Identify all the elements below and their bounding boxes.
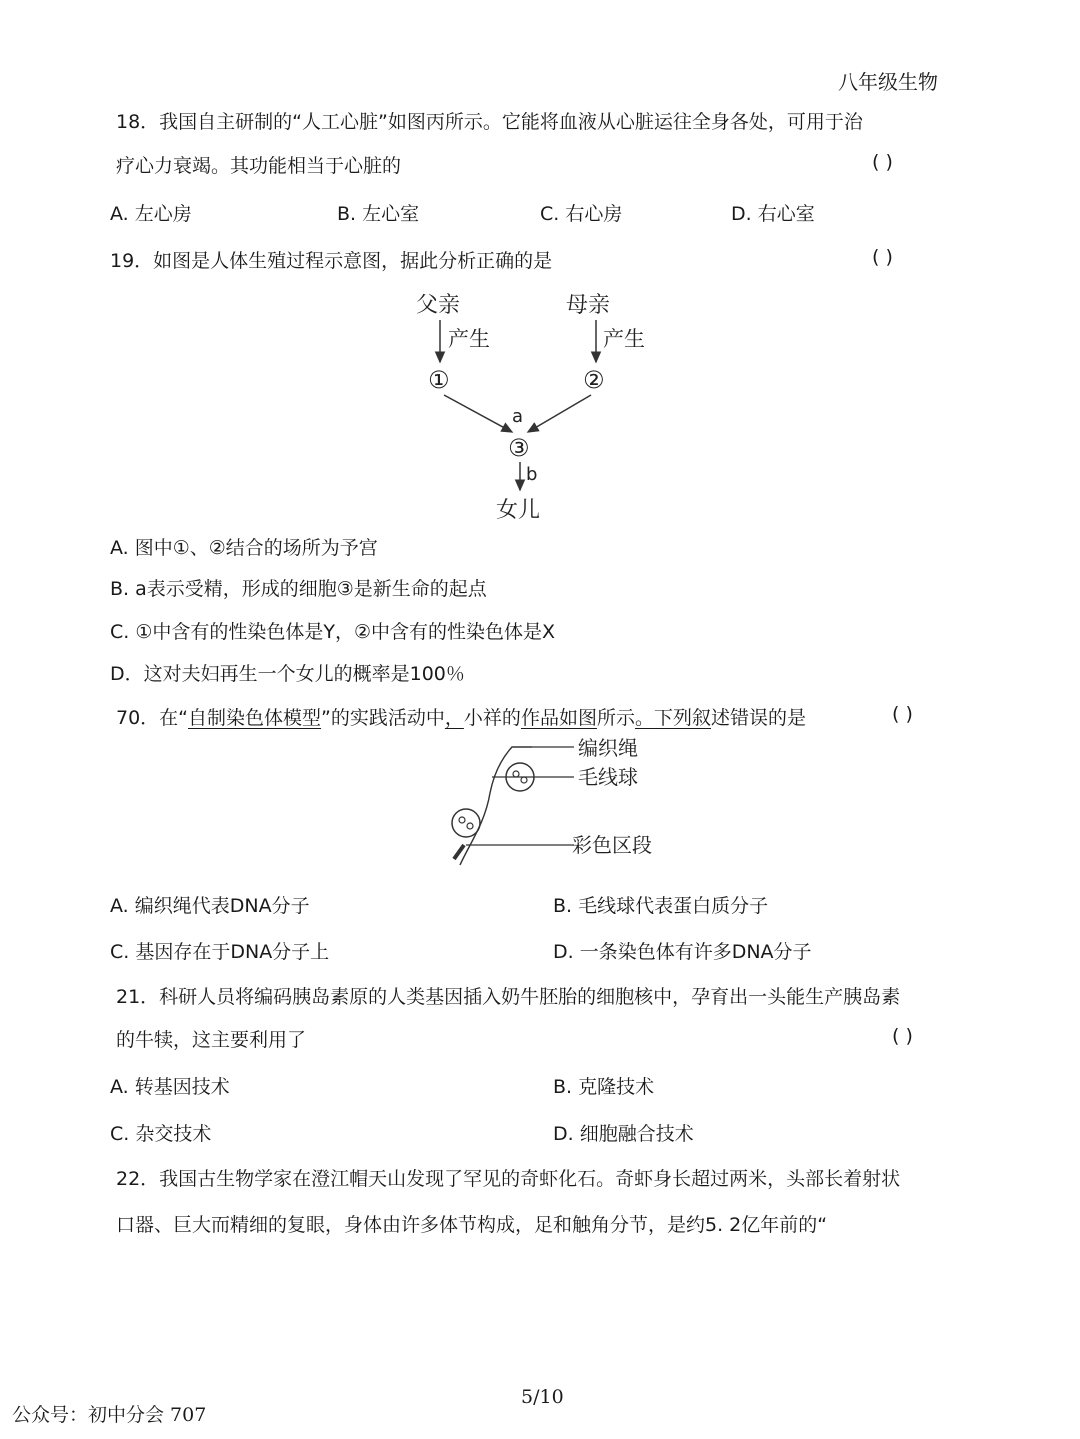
q18-option-b: B. 左心室	[337, 203, 420, 225]
q21-answer-blank: ( )	[892, 1025, 913, 1047]
q18-stem-line2: 疗心力衰竭。其功能相当于心脏的	[116, 155, 402, 177]
rope-line	[460, 747, 532, 865]
chromosome-model-diagram	[430, 733, 670, 873]
page-number: 5/10	[521, 1386, 564, 1408]
q18-option-d: D. 右心室	[731, 203, 815, 225]
q70-option-d: D. 一条染色体有许多DNA分子	[553, 941, 812, 963]
rope-label: 编织绳	[578, 736, 638, 760]
q22-stem-line1: 22．我国古生物学家在澄江帽天山发现了罕见的奇虾化石。奇虾身长超过两米，头部长着射状	[116, 1168, 901, 1190]
father-produce-label: 产生	[448, 327, 490, 351]
q19-option-a: A. 图中①、②结合的场所为予宫	[110, 537, 378, 559]
father-label: 父亲	[416, 293, 461, 318]
arrow-1-to-3	[444, 395, 512, 432]
q21-option-d: D. 细胞融合技术	[553, 1123, 694, 1145]
q70-option-a: A. 编织绳代表DNA分子	[110, 895, 310, 917]
account-watermark: 公众号：初中分会 707	[12, 1404, 207, 1426]
arrow-2-to-3	[528, 395, 591, 432]
ball-label: 毛线球	[578, 765, 638, 789]
segment-label: 彩色区段	[572, 833, 652, 857]
q18-stem-line1: 18．我国自主研制的“人工心脏”如图丙所示。它能将血液从心脏运往全身各处，可用于治	[116, 111, 863, 133]
cell-3-label: ③	[508, 434, 530, 462]
cell-2-label: ②	[583, 366, 605, 394]
mother-produce-label: 产生	[603, 327, 645, 351]
q19-answer-blank: ( )	[872, 246, 893, 268]
daughter-label: 女儿	[496, 498, 541, 523]
q21-stem-line2: 的牛犊，这主要利用了	[116, 1029, 307, 1051]
mother-label: 母亲	[566, 293, 611, 318]
q18-option-c: C. 右心房	[540, 203, 623, 225]
subject-header: 八年级生物	[838, 70, 938, 94]
q19-option-b: B. a表示受精，形成的细胞③是新生命的起点	[110, 578, 487, 600]
q21-stem-line1: 21．科研人员将编码胰岛素原的人类基因插入奶牛胚胎的细胞核中，孕育出一头能生产胰岛素	[116, 986, 901, 1008]
q19-stem: 19．如图是人体生殖过程示意图，据此分析正确的是	[110, 250, 553, 272]
development-b-label: b	[526, 464, 538, 485]
q18-answer-blank: ( )	[872, 151, 893, 173]
q70-option-c: C. 基因存在于DNA分子上	[110, 941, 330, 963]
reproduction-diagram	[400, 282, 660, 528]
q21-option-c: C. 杂交技术	[110, 1123, 212, 1145]
q70-stem: 70．在“自制染色体模型”的实践活动中，小祥的作品如图所示。下列叙述错误的是	[116, 707, 807, 729]
q70-answer-blank: ( )	[892, 703, 913, 725]
cell-1-label: ①	[428, 366, 450, 394]
q18-option-a: A. 左心房	[110, 203, 192, 225]
q22-stem-line2: 口器、巨大而精细的复眼，身体由许多体节构成，足和触角分节，是约5. 2亿年前的“	[116, 1214, 828, 1236]
q21-option-a: A. 转基因技术	[110, 1076, 230, 1098]
fertilization-a-label: a	[512, 406, 524, 427]
q19-option-c: C. ①中含有的性染色体是Y，②中含有的性染色体是X	[110, 621, 556, 643]
q19-option-d: D．这对夫妇再生一个女儿的概率是100％	[110, 663, 465, 685]
q21-option-b: B. 克隆技术	[553, 1076, 655, 1098]
colored-segment	[454, 845, 464, 859]
q70-option-b: B. 毛线球代表蛋白质分子	[553, 895, 769, 917]
lower-wool-ball	[452, 809, 480, 837]
